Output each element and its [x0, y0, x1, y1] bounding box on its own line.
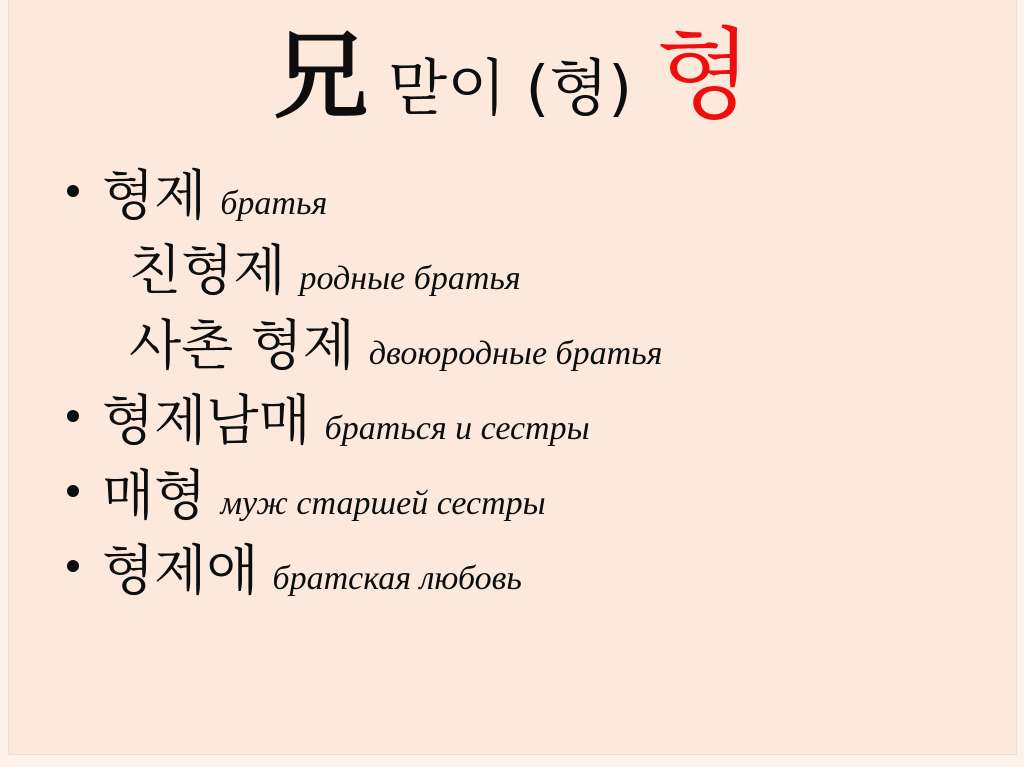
slide-title	[9, 18, 1016, 133]
korean-term: 친형제	[129, 239, 286, 302]
list-item	[67, 539, 1016, 602]
russian-translation: двоюродные братья	[368, 335, 663, 372]
bullet-icon	[67, 485, 79, 497]
bullet-icon	[67, 185, 79, 197]
title-hangul-red: 형	[656, 18, 752, 133]
russian-translation: родные братья	[299, 260, 521, 297]
korean-term: 매형	[102, 464, 207, 527]
title-korean-reading: 맏이 (형)	[388, 53, 633, 124]
korean-term: 형제남매	[102, 389, 311, 452]
russian-translation: браться и сестры	[324, 410, 590, 447]
korean-term: 형제애	[102, 539, 259, 602]
russian-translation: братская любовь	[272, 560, 522, 597]
slide	[8, 0, 1017, 755]
russian-translation: муж старшей сестры	[220, 485, 546, 522]
korean-term: 형제	[102, 164, 207, 227]
vocabulary-list	[9, 164, 1016, 602]
russian-translation: братья	[220, 185, 328, 222]
list-subitem	[129, 314, 1016, 377]
list-item	[67, 164, 1016, 227]
korean-term: 사촌 형제	[129, 314, 355, 377]
list-subitem	[129, 239, 1016, 302]
bullet-icon	[67, 560, 79, 572]
list-item	[67, 389, 1016, 452]
list-item	[67, 464, 1016, 527]
title-hanja: 兄	[273, 22, 369, 132]
bullet-icon	[67, 410, 79, 422]
